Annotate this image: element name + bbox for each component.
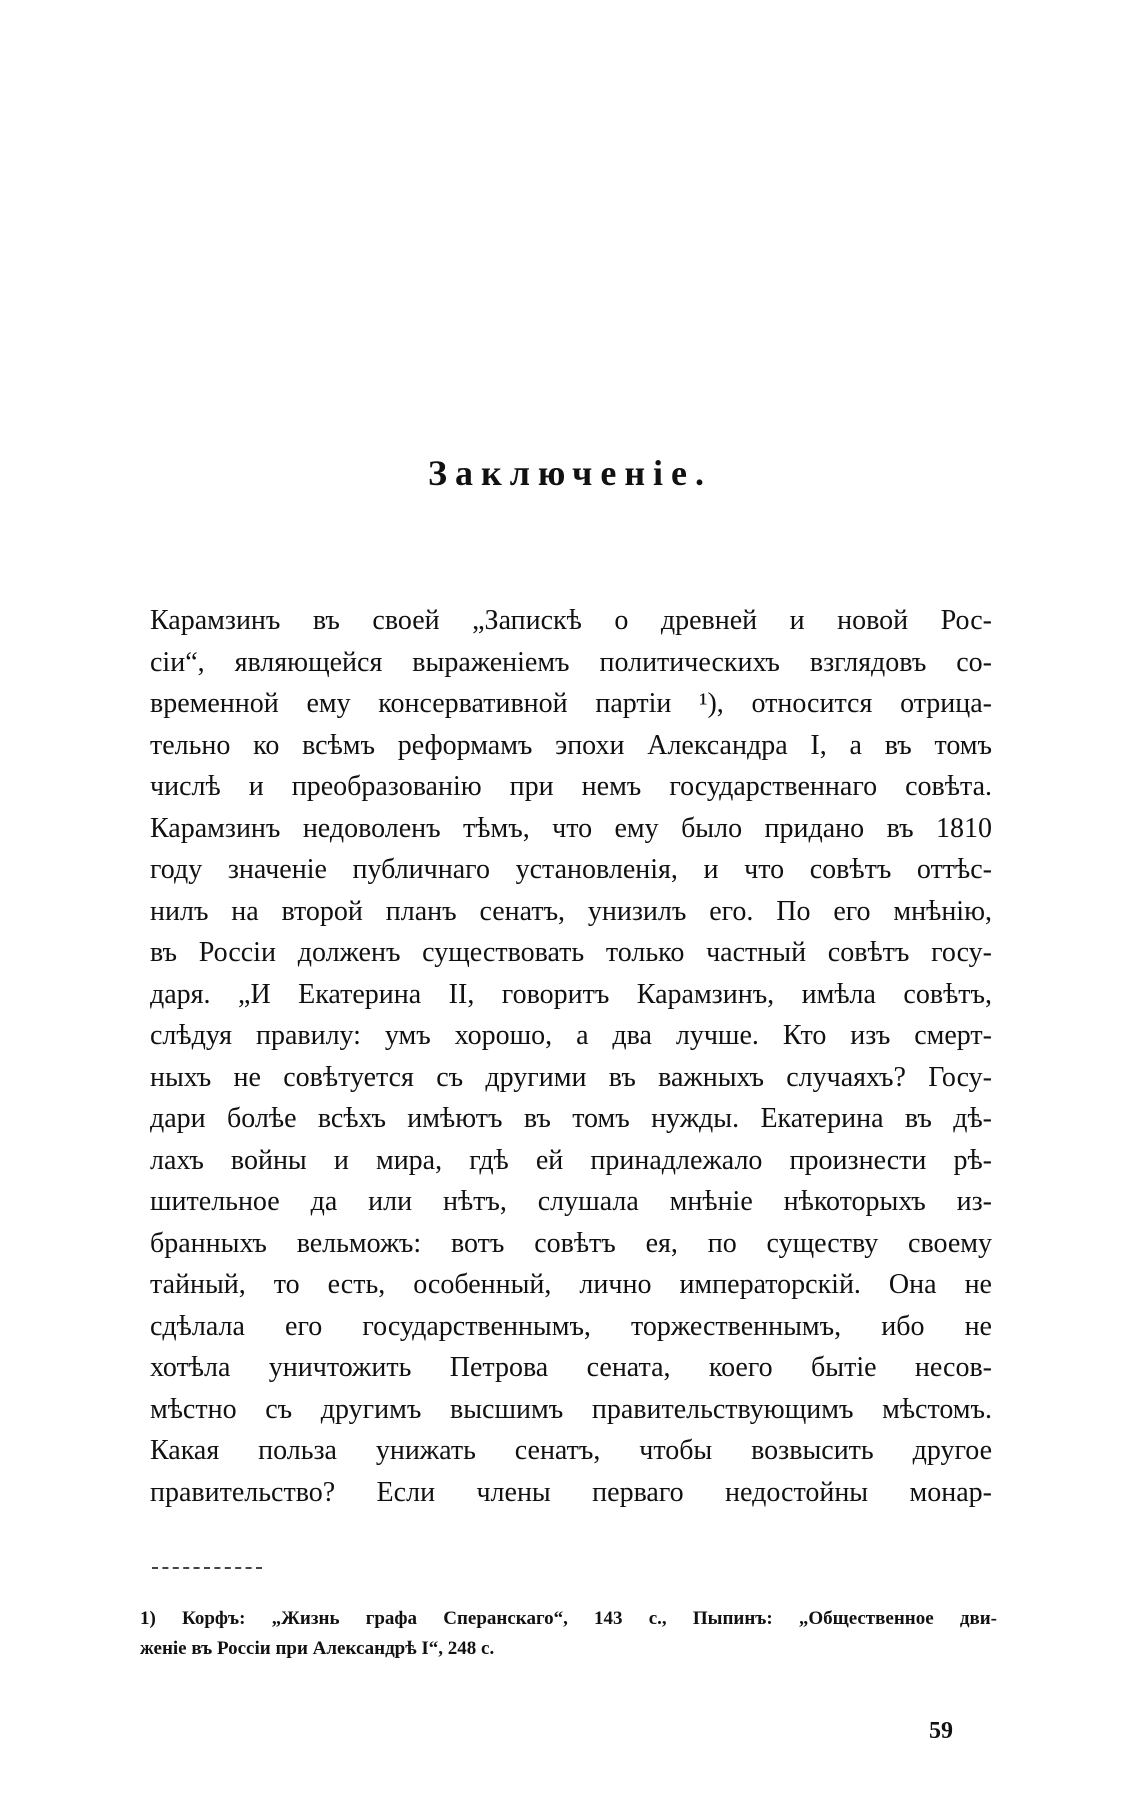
page-number: 59 bbox=[929, 1718, 953, 1744]
body-line: мѣстно съ другимъ высшимъ правительствующимъ мѣстомъ. bbox=[150, 1393, 992, 1425]
body-line: бранныхъ вельможъ: вотъ совѣтъ ея, по существу своему bbox=[150, 1227, 992, 1259]
body-line: даря. „И Екатерина II, говоритъ Карамзинъ, имѣла совѣтъ, bbox=[150, 978, 992, 1010]
chapter-title: Заключеніе. bbox=[427, 453, 713, 493]
body-line: слѣдуя правилу: умъ хорошо, а два лучше. Кто изъ смерт- bbox=[150, 1020, 992, 1051]
body-line: ныхъ не совѣтуется съ другими въ важныхъ случаяхъ? Госу- bbox=[150, 1061, 992, 1093]
footnote-separator bbox=[152, 1567, 262, 1569]
footnote-line: 1) Корфъ: „Жизнь графа Сперанскаго“, 143 с., Пыпинъ: „Общественное дви- bbox=[140, 1608, 997, 1629]
body-line: нилъ на второй планъ сенатъ, унизилъ его. По его мнѣнію, bbox=[150, 895, 992, 927]
body-line: шительное да или нѣтъ, слушала мнѣніе нѣкоторыхъ из- bbox=[150, 1186, 992, 1217]
body-line: тайный, то есть, особенный, лично императорскій. Она не bbox=[150, 1269, 992, 1300]
body-line: временной ему консервативной партіи ¹), относится отрица- bbox=[150, 688, 992, 719]
body-line: лахъ войны и мира, гдѣ ей принадлежало произнести рѣ- bbox=[150, 1144, 992, 1176]
body-line: въ Россіи долженъ существовать только частный совѣтъ госу- bbox=[150, 937, 992, 968]
body-line: числѣ и преобразованію при немъ государственнаго совѣта. bbox=[150, 771, 992, 802]
body-line: сіи“, являющейся выраженіемъ политическихъ взглядовъ со- bbox=[150, 646, 992, 678]
body-text bbox=[150, 600, 992, 1513]
body-line: хотѣла уничтожить Петрова сената, коего бытіе несов- bbox=[150, 1352, 992, 1383]
body-line: тельно ко всѣмъ реформамъ эпохи Александра I, а въ томъ bbox=[150, 729, 992, 761]
footnote bbox=[140, 1604, 997, 1664]
body-line: правительство? Если члены перваго недостойны монар- bbox=[150, 1476, 992, 1508]
body-line: году значеніе публичнаго установленія, и что совѣтъ оттѣс- bbox=[150, 854, 992, 885]
body-line: Какая польза унижать сенатъ, чтобы возвысить другое bbox=[150, 1435, 992, 1466]
footnote-line: женіе въ Россіи при Александрѣ I“, 248 с. bbox=[140, 1638, 495, 1659]
body-line: Карамзинъ въ своей „Запискѣ о древней и новой Рос- bbox=[150, 605, 992, 636]
body-line: Карамзинъ недоволенъ тѣмъ, что ему было придано въ 1810 bbox=[150, 812, 992, 844]
body-line: дари болѣе всѣхъ имѣютъ въ томъ нужды. Екатерина въ дѣ- bbox=[150, 1103, 992, 1134]
body-line: сдѣлала его государственнымъ, торжественнымъ, ибо не bbox=[150, 1310, 992, 1342]
